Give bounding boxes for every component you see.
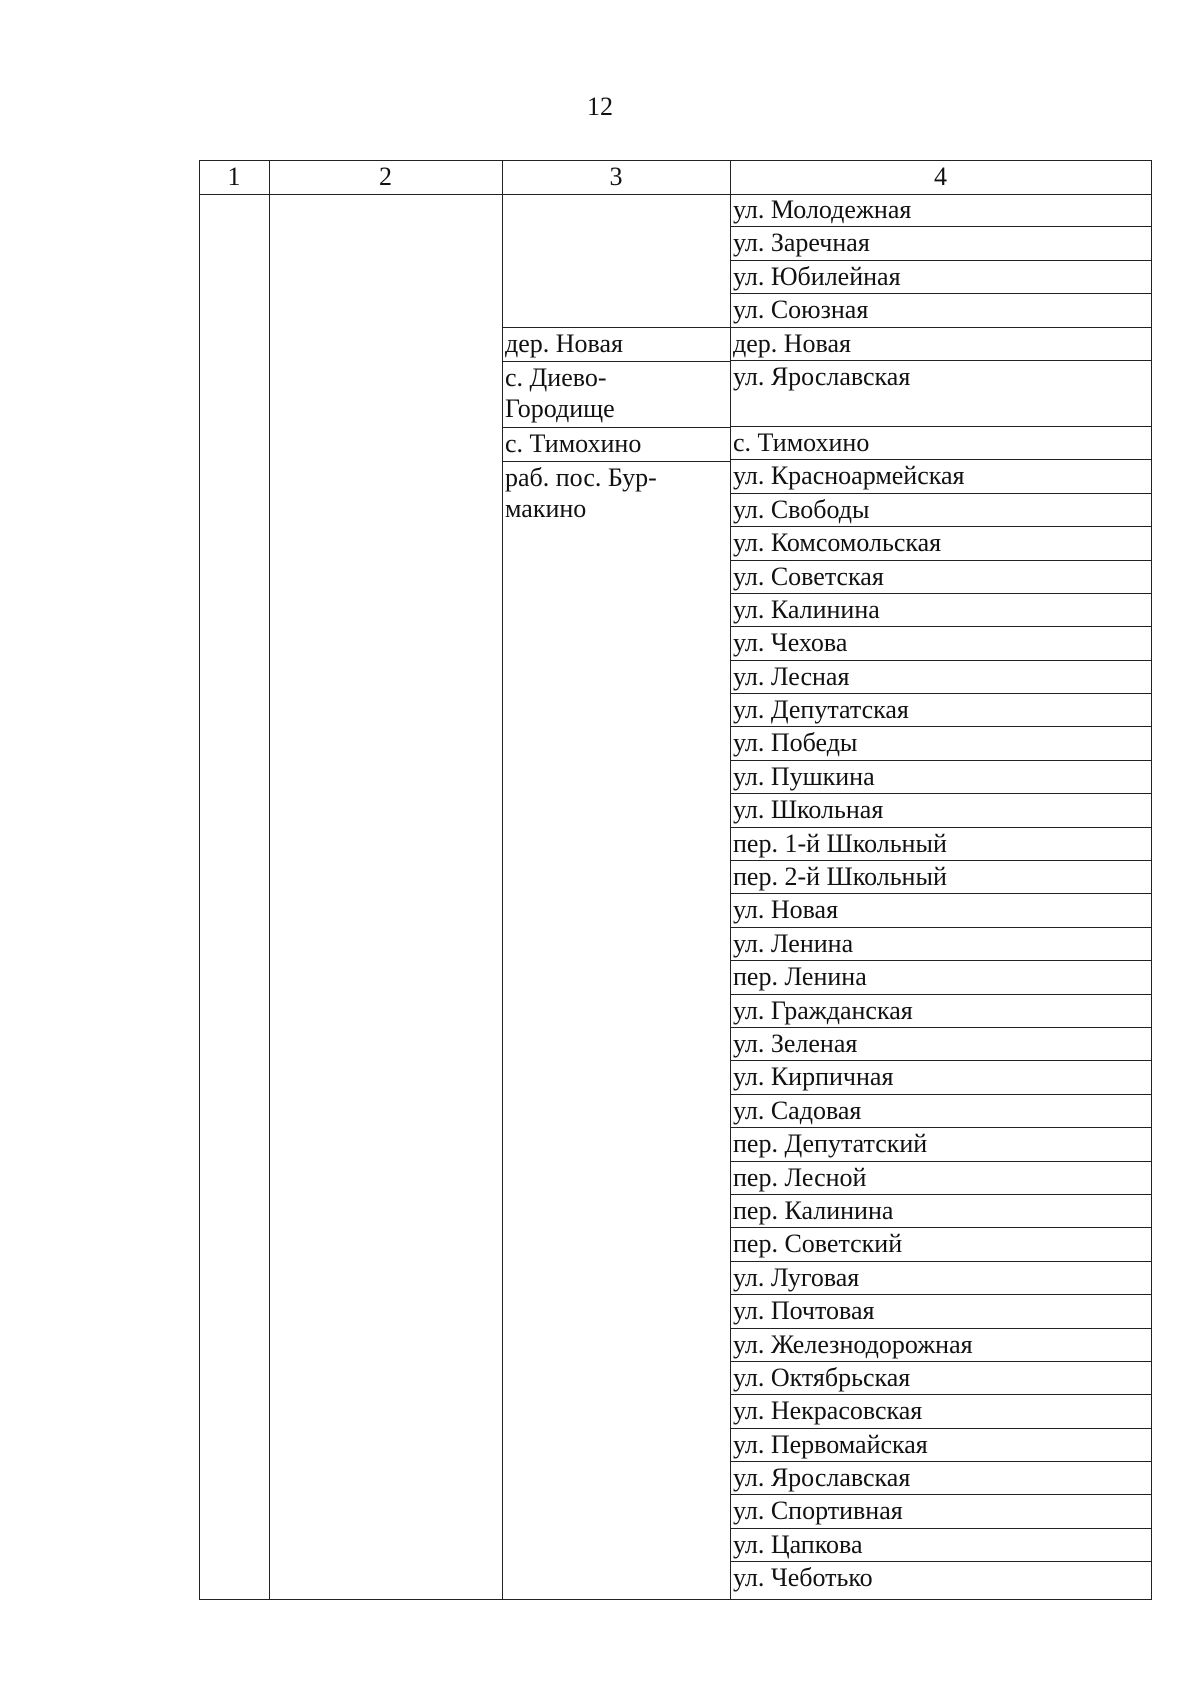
- street-row: ул. Гражданская: [730, 995, 1151, 1028]
- settlement-name: дер. Новая: [505, 329, 623, 358]
- settlement-name: макино: [505, 494, 587, 523]
- street-row: ул. Ярославская: [730, 361, 1151, 427]
- table-border-right: [1151, 160, 1152, 1600]
- street-row: пер. Ленина: [730, 961, 1151, 994]
- street-row: ул. Спортивная: [730, 1495, 1151, 1528]
- street-row: ул. Железнодорожная: [730, 1329, 1151, 1362]
- street-row: ул. Первомайская: [730, 1429, 1151, 1462]
- street-row: пер. Лесной: [730, 1162, 1151, 1195]
- street-row: ул. Юбилейная: [730, 261, 1151, 294]
- street-row: ул. Депутатская: [730, 694, 1151, 727]
- street-row: с. Тимохино: [730, 427, 1151, 460]
- street-row: пер. 1-й Школьный: [730, 828, 1151, 861]
- settlement-street-table: [199, 160, 1151, 1600]
- header-cell-1: 1: [227, 162, 241, 191]
- street-row: ул. Школьная: [730, 794, 1151, 827]
- settlement-name: раб. пос. Бур-: [505, 463, 657, 492]
- street-row: ул. Садовая: [730, 1095, 1151, 1128]
- street-row: ул. Луговая: [730, 1262, 1151, 1295]
- street-row: пер. Депутатский: [730, 1128, 1151, 1161]
- street-row: ул. Кирпичная: [730, 1061, 1151, 1094]
- street-row: ул. Некрасовская: [730, 1395, 1151, 1428]
- street-row: ул. Ярославская: [730, 1462, 1151, 1495]
- street-row: ул. Свободы: [730, 494, 1151, 527]
- table-border-left: [199, 160, 200, 1600]
- street-row: ул. Новая: [730, 894, 1151, 927]
- header-cell-2: 2: [379, 162, 392, 191]
- street-row: ул. Чеботько: [733, 1563, 873, 1593]
- street-row: ул. Октябрьская: [730, 1362, 1151, 1395]
- header-cell-4: 4: [934, 162, 947, 191]
- street-row: пер. Калинина: [730, 1195, 1151, 1228]
- street-row: ул. Молодежная: [730, 194, 1151, 227]
- street-row: пер. 2-й Школьный: [730, 861, 1151, 894]
- street-row: ул. Цапкова: [730, 1529, 1151, 1562]
- street-row: ул. Пушкина: [730, 761, 1151, 794]
- street-row: ул. Победы: [730, 727, 1151, 760]
- column-divider-1: [269, 160, 270, 1600]
- settlement-name: Городище: [505, 394, 615, 423]
- settlement-name: с. Тимохино: [505, 429, 642, 458]
- street-row: ул. Заречная: [730, 227, 1151, 260]
- header-cell-3: 3: [609, 162, 623, 191]
- street-row: ул. Красноармейская: [730, 460, 1151, 493]
- street-row: пер. Советский: [730, 1228, 1151, 1261]
- settlement-name: с. Диево-: [505, 363, 607, 392]
- table-border-bottom: [199, 1599, 1152, 1600]
- street-row: ул. Зеленая: [730, 1028, 1151, 1061]
- street-row: ул. Почтовая: [730, 1295, 1151, 1328]
- street-row: ул. Лесная: [730, 661, 1151, 694]
- street-row: ул. Ленина: [730, 928, 1151, 961]
- street-list: [730, 194, 1151, 1596]
- street-row: ул. Чехова: [730, 627, 1151, 660]
- page-number: 12: [587, 92, 613, 121]
- street-row: ул. Комсомольская: [730, 527, 1151, 560]
- street-row: ул. Советская: [730, 561, 1151, 594]
- street-row: ул. Калинина: [730, 594, 1151, 627]
- street-row: дер. Новая: [730, 328, 1151, 361]
- street-row: ул. Союзная: [730, 294, 1151, 327]
